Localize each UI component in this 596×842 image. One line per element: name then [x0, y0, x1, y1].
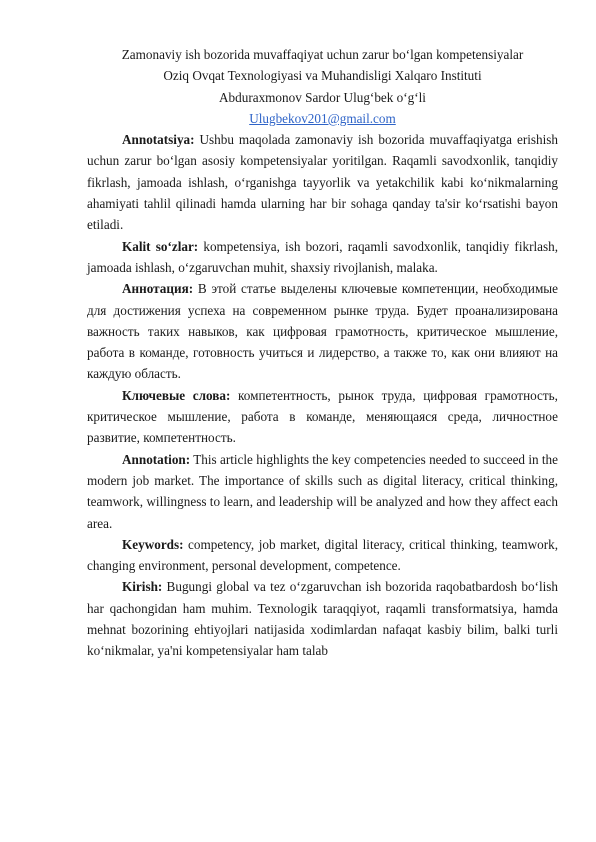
section-label: Ключевые слова: — [122, 387, 231, 403]
section-label: Kirish: — [122, 579, 163, 595]
section-label: Annotation: — [122, 451, 191, 467]
article-title: Zamonaviy ish bozorida muvaffaqiyat uchun zarur bo‘lgan kompetensiyalar — [121, 47, 524, 62]
document-page — [87, 44, 558, 662]
section-text: компетентность, рынок труда, цифровая грамотность, критическое мышление, работа в команде, меняющаяся среда, личностное развитие, компетентность. — [87, 387, 558, 446]
annotation-en — [87, 449, 558, 534]
institution-name: Oziq Ovqat Texnologiyasi va Muhandisligi Xalqaro Instituti — [163, 68, 482, 84]
section-label: Keywords: — [122, 536, 184, 552]
section-label: Аннотация: — [122, 281, 194, 297]
section-label: Kalit so‘zlar: — [122, 238, 199, 254]
section-text: kompetensiya, ish bozori, raqamli savodxonlik, tanqidiy fikrlash, jamoada ishlash, o‘zgaruvchan muhit, shaxsiy rivojlanish, malaka. — [87, 238, 559, 275]
keywords-ru — [87, 385, 558, 449]
author-name: Abduraxmonov Sardor Ulug‘bek o‘g‘li — [219, 89, 426, 105]
author-email-link[interactable]: Ulugbekov201@gmail.com — [249, 110, 396, 126]
keywords-uz — [87, 236, 558, 279]
section-text: This article highlights the key competencies needed to succeed in the modern job market. The importance of skills such as digital literacy, critical thinking, teamwork, willingness to learn, and leadership will be analyzed and how they affect each area. — [87, 451, 558, 531]
section-text: competency, job market, digital literacy, critical thinking, teamwork, changing environment, personal development, competence. — [87, 536, 558, 574]
annotation-ru — [87, 278, 558, 384]
section-text: Bugungi global va tez o‘zgaruvchan ish bozorida raqobatbardosh bo‘lish har qachongidan ham muhim. Texnologik taraqqiyot, raqamli transformatsiya, hamda mehnat bozorining ehtiyojlari natijasida xodimlardan nafaqat kasbiy bilim, balki turli ko‘nikmalar, ya'ni kompetensiyalar ham talab — [87, 579, 558, 659]
introduction — [87, 576, 558, 661]
annotation-uz — [87, 129, 558, 235]
section-text: В этой статье выделены ключевые компетенции, необходимые для достижения успеха на современном рынке труда. Будет проанализирована важность таких навыков, как цифровая грамотность, критическое мышление, работа в команде, готовность учиться и лидерство, а также то, как они влияют на каждую область. — [87, 281, 558, 382]
section-text: Ushbu maqolada zamonaviy ish bozorida muvaffaqiyatga erishish uchun zarur bo‘lgan asosiy kompetensiyalar yoritilgan. Raqamli savodxonlik, tanqidiy fikrlash, jamoada ishlash, o‘rganishga tayyorlik va yetakchilik kabi ko‘nikmalarning ahamiyati tahlil qilinadi hamda ularning har bir sohaga qanday ta'sir ko‘rsatishi bayon etiladi. — [87, 132, 558, 233]
section-label: Annotatsiya: — [122, 132, 195, 148]
keywords-en — [87, 534, 558, 577]
